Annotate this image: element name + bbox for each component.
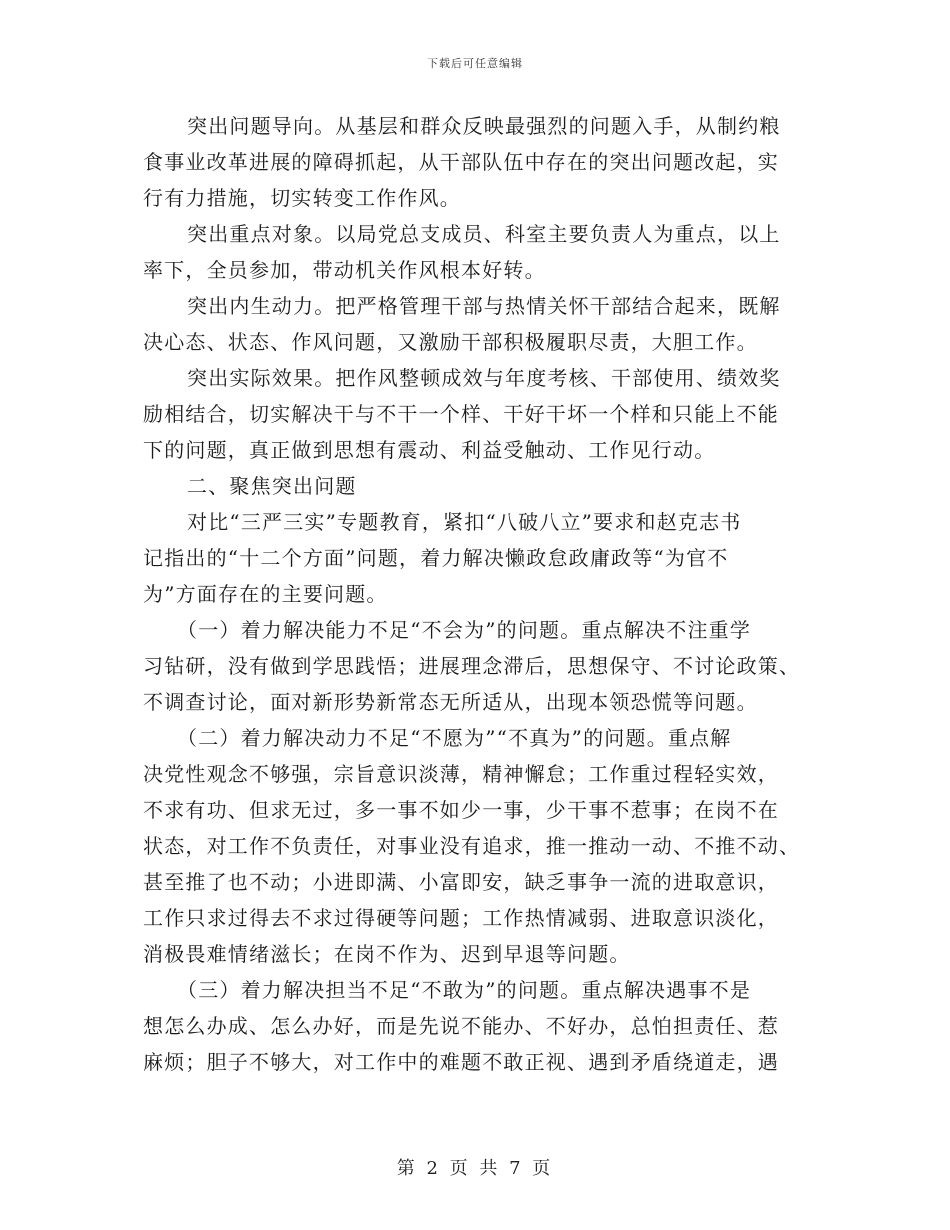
- text-line: 状态，对工作不负责任，对事业没有追求，推一推动一动、不推不动、: [143, 834, 801, 858]
- text-line: 励相结合，切实解决干与不干一个样、干好干坏一个样和只能上不能: [143, 402, 779, 426]
- text-line: 不调查讨论，面对新形势新常态无所适从，出现本领恐慌等问题。: [143, 690, 758, 714]
- text-line: 行有力措施，切实转变工作作风。: [143, 186, 461, 210]
- text-line: （二）着力解决动力不足“不愿为”“不真为”的问题。重点解: [177, 726, 732, 750]
- text-line: （三）着力解决担当不足“不敢为”的问题。重点解决遇事不是: [177, 978, 752, 1002]
- text-line: 突出问题导向。从基层和群众反映最强烈的问题入手，从制约粮: [187, 114, 781, 138]
- document-body: [143, 108, 801, 1080]
- text-line: 突出内生动力。把严格管理干部与热情关怀干部结合起来，既解: [187, 294, 781, 318]
- text-line: 不求有功、但求无过，多一事不如少一事，少干事不惹事；在岗不在: [143, 798, 779, 822]
- text-line: 想怎么办成、怎么办好，而是先说不能办、不好办，总怕担责任、惹: [143, 1014, 779, 1038]
- text-line: 决党性观念不够强，宗旨意识淡薄，精神懈怠；工作重过程轻实效，: [143, 762, 779, 786]
- text-line: 麻烦；胆子不够大，对工作中的难题不敢正视、遇到矛盾绕道走，遇: [143, 1050, 779, 1074]
- text-line: 突出重点对象。以局党总支成员、科室主要负责人为重点，以上: [187, 222, 781, 246]
- text-line: 突出实际效果。把作风整顿成效与年度考核、干部使用、绩效奖: [187, 366, 781, 390]
- header-note: 下载后可任意编辑: [427, 57, 523, 70]
- page-number: 第 2 页 共 7 页: [396, 1158, 554, 1179]
- text-line: （一）着力解决能力不足“不会为”的问题。重点解决不注重学: [177, 618, 752, 642]
- text-line: 为”方面存在的主要问题。: [143, 582, 388, 606]
- text-line: 记指出的“十二个方面”问题，着力解决懒政怠政庸政等“为官不: [143, 546, 729, 570]
- text-line: 下的问题，真正做到思想有震动、利益受触动、工作见行动。: [143, 438, 716, 462]
- text-line: 决心态、状态、作风问题，又激励干部积极履职尽责，大胆工作。: [143, 330, 758, 354]
- text-line: 对比“三严三实”专题教育，紧扣“八破八立”要求和赵克志书: [187, 510, 742, 534]
- text-line: 工作只求过得去不求过得硬等问题；工作热情减弱、进取意识淡化，: [143, 906, 779, 930]
- section-heading: 二、聚焦突出问题: [187, 474, 357, 498]
- text-line: 甚至推了也不动；小进即满、小富即安，缺乏事争一流的进取意识，: [143, 870, 779, 894]
- text-line: 率下，全员参加，带动机关作风根本好转。: [143, 258, 546, 282]
- text-line: 消极畏难情绪滋长；在岗不作为、迟到早退等问题。: [143, 942, 631, 966]
- text-line: 习钻研，没有做到学思践悟；进展理念滞后，思想保守、不讨论政策、: [143, 654, 801, 678]
- text-line: 食事业改革进展的障碍抓起，从干部队伍中存在的突出问题改起，实: [143, 150, 779, 174]
